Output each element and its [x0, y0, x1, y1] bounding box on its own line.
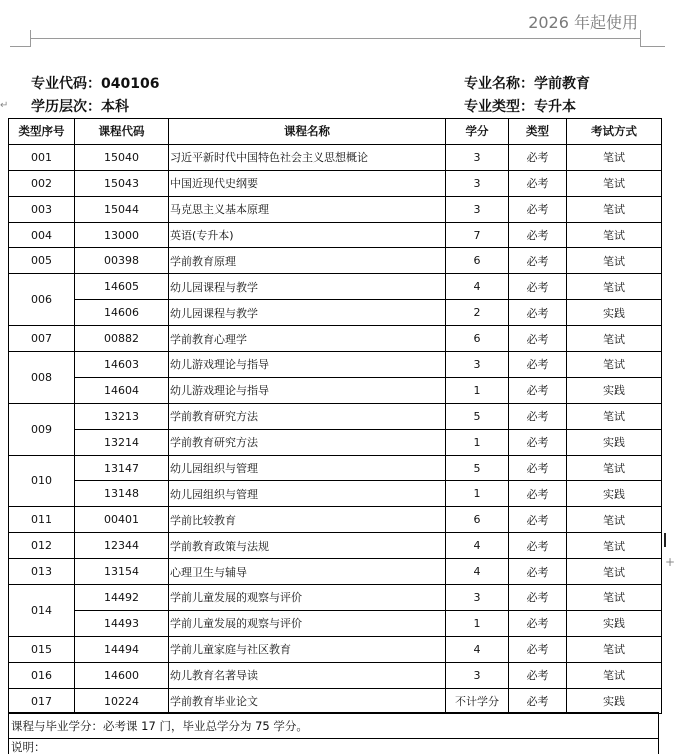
- column-header: 考试方式: [567, 119, 662, 145]
- cell-credit: 3: [446, 585, 509, 611]
- cell-name: 习近平新时代中国特色社会主义思想概论: [169, 144, 446, 170]
- cell-name: 幼儿园课程与教学: [169, 300, 446, 326]
- cell-credit: 1: [446, 610, 509, 636]
- cell-exam: 笔试: [567, 248, 662, 274]
- cell-code: 13214: [75, 429, 169, 455]
- cell-exam: 笔试: [567, 352, 662, 378]
- cell-seq: 015: [9, 636, 75, 662]
- cell-exam: 笔试: [567, 533, 662, 559]
- cell-credit: 4: [446, 559, 509, 585]
- page-corner-mark-left: [10, 30, 31, 47]
- cell-credit: 3: [446, 196, 509, 222]
- paragraph-mark-icon: ↵: [0, 100, 9, 111]
- table-header-row: [9, 119, 662, 145]
- cell-exam: 笔试: [567, 170, 662, 196]
- page-corner-mark-right: [640, 30, 665, 47]
- cell-code: 00401: [75, 507, 169, 533]
- cell-exam: 笔试: [567, 636, 662, 662]
- table-row: [9, 585, 662, 611]
- cell-name: 学前教育心理学: [169, 326, 446, 352]
- cell-code: 13000: [75, 222, 169, 248]
- cell-exam: 笔试: [567, 507, 662, 533]
- cell-name: 幼儿园组织与管理: [169, 481, 446, 507]
- cell-name: 学前儿童发展的观察与评价: [169, 585, 446, 611]
- table-row: [9, 144, 662, 170]
- credit-summary: 课程与毕业学分：必考课 17 门，毕业总学分为 75 学分。: [8, 712, 659, 738]
- major-name: 专业名称：学前教育: [464, 76, 590, 92]
- cell-code: 14494: [75, 636, 169, 662]
- column-header: 课程名称: [169, 119, 446, 145]
- cell-credit: 6: [446, 248, 509, 274]
- cell-seq: 002: [9, 170, 75, 196]
- cell-exam: 实践: [567, 610, 662, 636]
- cell-exam: 实践: [567, 481, 662, 507]
- cell-code: 13154: [75, 559, 169, 585]
- cell-type: 必考: [509, 300, 567, 326]
- cell-name: 学前教育毕业论文: [169, 688, 446, 714]
- table-row: [9, 662, 662, 688]
- column-header: 类型: [509, 119, 567, 145]
- cell-credit: 5: [446, 403, 509, 429]
- table-row: [9, 688, 662, 714]
- cell-type: 必考: [509, 352, 567, 378]
- cell-type: 必考: [509, 481, 567, 507]
- cell-credit: 6: [446, 507, 509, 533]
- column-header: 课程代码: [75, 119, 169, 145]
- cell-type: 必考: [509, 196, 567, 222]
- cell-code: 15044: [75, 196, 169, 222]
- cell-credit: 1: [446, 377, 509, 403]
- header-text: 2026 年起使用: [528, 13, 638, 32]
- cell-type: 必考: [509, 662, 567, 688]
- cell-name: 幼儿园课程与教学: [169, 274, 446, 300]
- course-table-body: [9, 144, 662, 714]
- table-row: [9, 403, 662, 429]
- cell-credit: 5: [446, 455, 509, 481]
- cell-exam: 笔试: [567, 403, 662, 429]
- cell-code: 14606: [75, 300, 169, 326]
- cell-seq: 006: [9, 274, 75, 326]
- cell-type: 必考: [509, 248, 567, 274]
- cell-type: 必考: [509, 377, 567, 403]
- cell-exam: 实践: [567, 300, 662, 326]
- cell-type: 必考: [509, 455, 567, 481]
- cell-type: 必考: [509, 507, 567, 533]
- education-level: 学历层次：本科: [31, 99, 129, 115]
- cell-seq: 017: [9, 688, 75, 714]
- cell-seq: 005: [9, 248, 75, 274]
- cell-code: 15043: [75, 170, 169, 196]
- table-row: [9, 507, 662, 533]
- cell-seq: 009: [9, 403, 75, 455]
- cell-credit: 1: [446, 481, 509, 507]
- table-row: [9, 300, 662, 326]
- cell-credit: 4: [446, 533, 509, 559]
- cell-type: 必考: [509, 610, 567, 636]
- add-row-icon[interactable]: +: [665, 555, 676, 569]
- cell-name: 学前儿童家庭与社区教育: [169, 636, 446, 662]
- table-row: [9, 610, 662, 636]
- cell-name: 学前教育政策与法规: [169, 533, 446, 559]
- cell-type: 必考: [509, 170, 567, 196]
- table-row: [9, 559, 662, 585]
- cell-code: 13213: [75, 403, 169, 429]
- cell-code: 15040: [75, 144, 169, 170]
- cell-credit: 3: [446, 662, 509, 688]
- major-type: 专业类型：专升本: [464, 99, 576, 115]
- note-label: 说明：: [8, 738, 659, 754]
- cell-credit: 不计学分: [446, 688, 509, 714]
- cell-type: 必考: [509, 585, 567, 611]
- major-code: 专业代码：040106: [31, 76, 160, 92]
- cell-name: 学前教育研究方法: [169, 429, 446, 455]
- cell-code: 10224: [75, 688, 169, 714]
- cell-code: 14603: [75, 352, 169, 378]
- cell-credit: 3: [446, 170, 509, 196]
- table-row: [9, 636, 662, 662]
- table-row: [9, 196, 662, 222]
- cell-seq: 008: [9, 352, 75, 404]
- cell-name: 英语(专升本): [169, 222, 446, 248]
- cell-exam: 实践: [567, 377, 662, 403]
- table-row: [9, 248, 662, 274]
- cell-code: 14605: [75, 274, 169, 300]
- table-row: [9, 429, 662, 455]
- cell-name: 学前儿童发展的观察与评价: [169, 610, 446, 636]
- table-row: [9, 481, 662, 507]
- cell-seq: 014: [9, 585, 75, 637]
- cell-seq: 003: [9, 196, 75, 222]
- cell-credit: 3: [446, 352, 509, 378]
- cell-code: 12344: [75, 533, 169, 559]
- table-row: [9, 274, 662, 300]
- cell-exam: 笔试: [567, 196, 662, 222]
- cell-name: 学前比较教育: [169, 507, 446, 533]
- cell-exam: 笔试: [567, 274, 662, 300]
- table-row: [9, 326, 662, 352]
- cell-exam: 笔试: [567, 326, 662, 352]
- table-row: [9, 222, 662, 248]
- cell-seq: 001: [9, 144, 75, 170]
- cell-code: 13148: [75, 481, 169, 507]
- cell-name: 马克思主义基本原理: [169, 196, 446, 222]
- cell-credit: 6: [446, 326, 509, 352]
- cell-credit: 1: [446, 429, 509, 455]
- cell-type: 必考: [509, 274, 567, 300]
- cell-type: 必考: [509, 144, 567, 170]
- table-row: [9, 455, 662, 481]
- cell-credit: 3: [446, 144, 509, 170]
- cell-type: 必考: [509, 326, 567, 352]
- cell-exam: 笔试: [567, 559, 662, 585]
- cell-seq: 012: [9, 533, 75, 559]
- cell-credit: 2: [446, 300, 509, 326]
- cell-type: 必考: [509, 559, 567, 585]
- cell-code: 00882: [75, 326, 169, 352]
- cell-code: 14604: [75, 377, 169, 403]
- cell-name: 幼儿园组织与管理: [169, 455, 446, 481]
- table-row: [9, 352, 662, 378]
- table-row: [9, 377, 662, 403]
- cell-exam: 实践: [567, 688, 662, 714]
- cell-credit: 4: [446, 636, 509, 662]
- cell-exam: 笔试: [567, 144, 662, 170]
- cell-exam: 笔试: [567, 662, 662, 688]
- cell-type: 必考: [509, 403, 567, 429]
- cell-code: 14493: [75, 610, 169, 636]
- cell-name: 幼儿教育名著导读: [169, 662, 446, 688]
- cell-name: 学前教育研究方法: [169, 403, 446, 429]
- cell-code: 14600: [75, 662, 169, 688]
- cell-credit: 4: [446, 274, 509, 300]
- cell-seq: 007: [9, 326, 75, 352]
- cell-type: 必考: [509, 429, 567, 455]
- cell-type: 必考: [509, 636, 567, 662]
- table-row: [9, 170, 662, 196]
- cell-code: 00398: [75, 248, 169, 274]
- cell-seq: 013: [9, 559, 75, 585]
- cell-code: 14492: [75, 585, 169, 611]
- cell-exam: 笔试: [567, 585, 662, 611]
- cell-credit: 7: [446, 222, 509, 248]
- cell-name: 中国近现代史纲要: [169, 170, 446, 196]
- cell-seq: 011: [9, 507, 75, 533]
- header-rule: [30, 38, 640, 39]
- cell-name: 心理卫生与辅导: [169, 559, 446, 585]
- cell-seq: 004: [9, 222, 75, 248]
- cell-exam: 笔试: [567, 222, 662, 248]
- cell-seq: 010: [9, 455, 75, 507]
- course-table: [8, 118, 662, 714]
- cell-type: 必考: [509, 688, 567, 714]
- table-row: [9, 533, 662, 559]
- cell-name: 幼儿游戏理论与指导: [169, 352, 446, 378]
- cell-type: 必考: [509, 222, 567, 248]
- cell-name: 幼儿游戏理论与指导: [169, 377, 446, 403]
- cell-type: 必考: [509, 533, 567, 559]
- cell-code: 13147: [75, 455, 169, 481]
- column-header: 类型序号: [9, 119, 75, 145]
- cell-seq: 016: [9, 662, 75, 688]
- cell-exam: 实践: [567, 429, 662, 455]
- cell-name: 学前教育原理: [169, 248, 446, 274]
- text-cursor: [664, 533, 666, 547]
- column-header: 学分: [446, 119, 509, 145]
- cell-exam: 笔试: [567, 455, 662, 481]
